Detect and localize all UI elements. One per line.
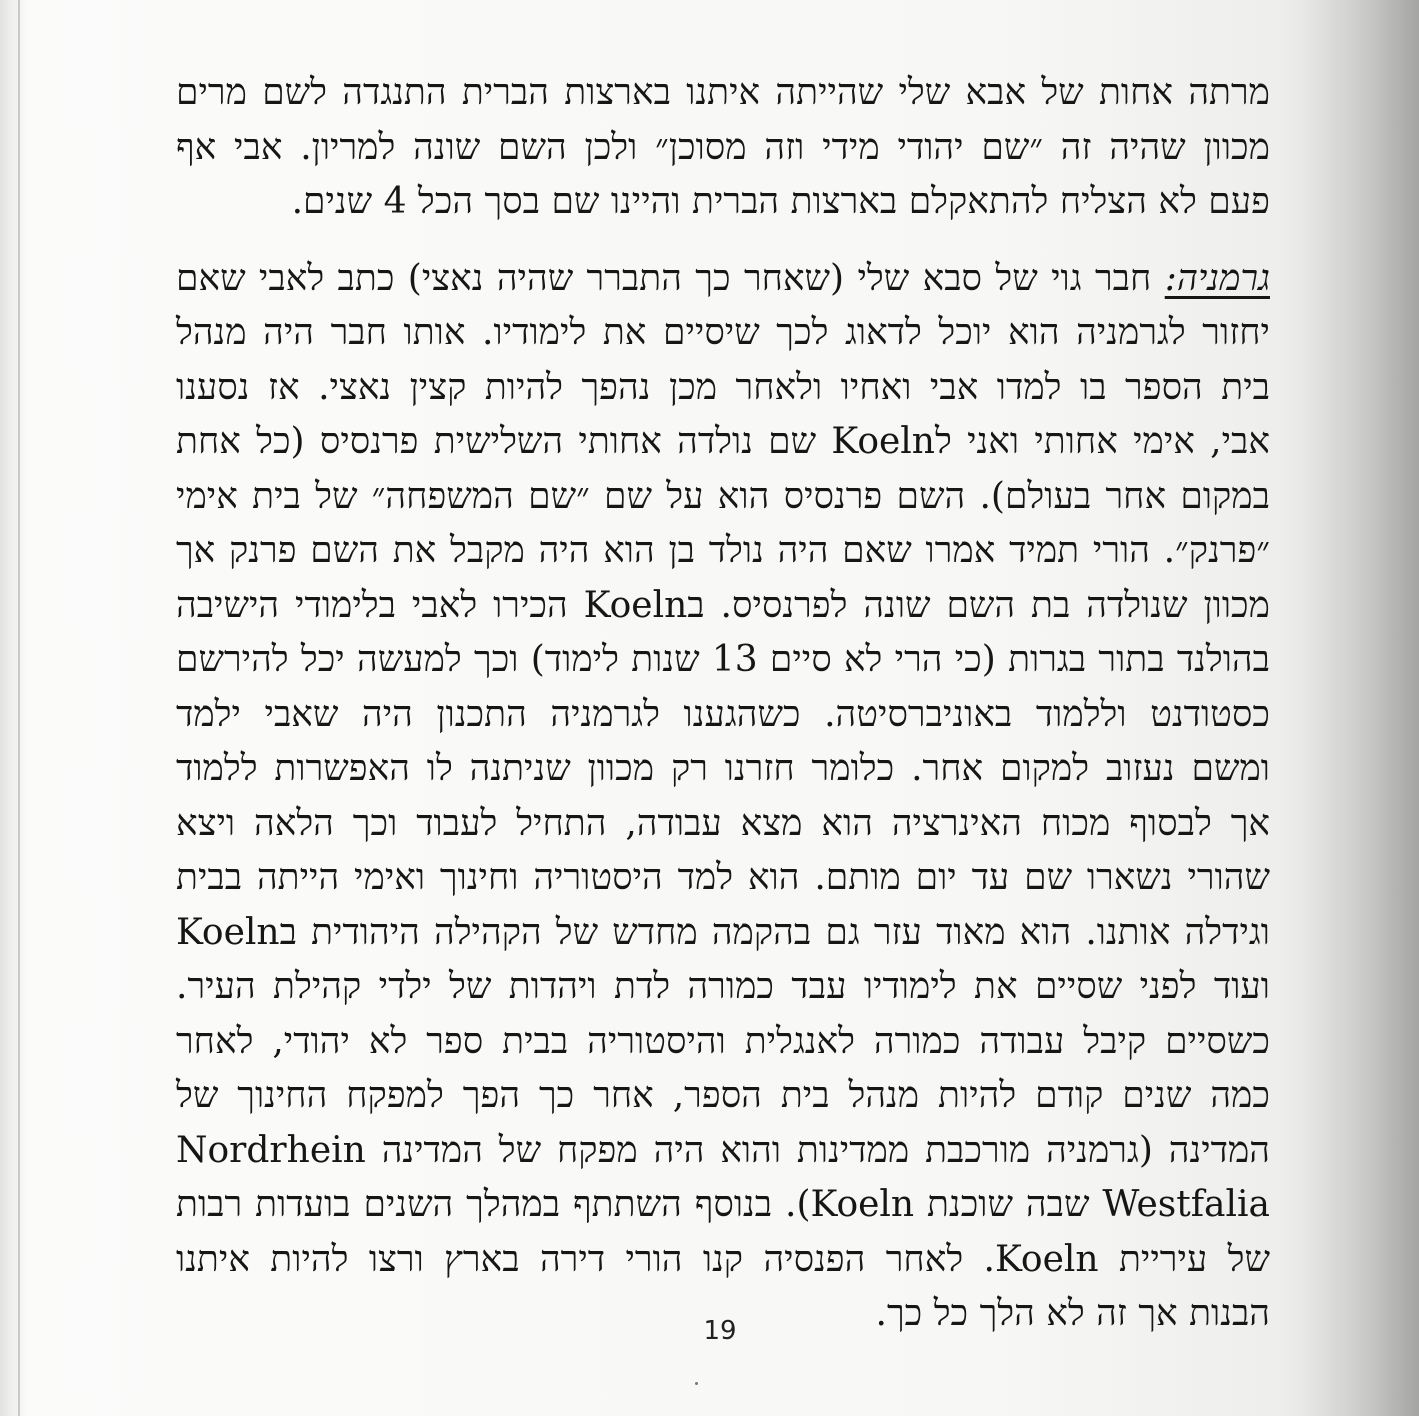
page-number: 19 bbox=[703, 1316, 737, 1346]
text-line-with-heading bbox=[176, 252, 1270, 307]
text-line: הבנות אך זה לא הלך כל כך. bbox=[875, 1293, 1270, 1334]
text-line: כמה שנים קודם להיות מנהל בית הספר, אחר כך הפך למפקח החינוך של bbox=[176, 1075, 1270, 1116]
text-line: מרתה אחות של אבא שלי שהייתה איתנו בארצות הברית התנגדה לשם מרים bbox=[176, 72, 1270, 113]
page-left-edge bbox=[0, 0, 26, 1416]
text-line: ומשם נעזוב למקום אחר. כלומר חזרנו רק מכוון שניתנה לו האפשרות ללמוד bbox=[176, 748, 1270, 789]
page-edge-line bbox=[18, 0, 20, 1416]
text-line: בהולנד בתור בגרות (כי הרי לא סיים 13 שנות לימוד) וכך למעשה יכל להירשם bbox=[176, 639, 1270, 680]
text-line: של עיריית Koeln. לאחר הפנסיה קנו הורי דירה בארץ ורצו להיות איתנו bbox=[176, 1238, 1271, 1280]
text-line: פעם לא הצליח להתאקלם בארצות הברית והיינו שם בסך הכל 4 שנים. bbox=[291, 181, 1270, 222]
scan-speck bbox=[695, 1382, 698, 1385]
text-line: יחזור לגרמניה הוא יוכל לדאוג לכך שיסיים את לימודיו. אותו חבר היה מנהל bbox=[176, 312, 1270, 353]
text-line: בית הספר בו למדו אבי ואחיו ולאחר מכן נהפך להיות קצין נאצי. אז נסענו bbox=[176, 366, 1270, 408]
binding-gutter-shadow bbox=[1299, 0, 1419, 1416]
text-line: אבי, אימי אחותי ואני לKoeln שם נולדה אחותי השלישית פרנסיס (כל אחת bbox=[176, 421, 1270, 462]
text-line: שהורי נשארו שם עד יום מותם. הוא למד היסטוריה וחינוך ואימי הייתה בבית bbox=[176, 857, 1270, 898]
text-line: ״פרנק״. הורי תמיד אמרו שאם היה נולד בן הוא היה מקבל את השם פרנק אך bbox=[176, 530, 1270, 571]
page-body-text bbox=[176, 66, 1270, 1342]
text-line: מכוון שנולדה בת השם שונה לפרנסיס. בKoeln הכירו לאבי בלימודי הישיבה bbox=[176, 584, 1270, 626]
text-line: מכוון שהיה זה ״שם יהודי מידי וזה מסוכן״ ולכן השם שונה למריון. אבי אף bbox=[176, 126, 1270, 168]
text-line: ועוד לפני שסיים את לימודיו עבד כמורה לדת ויהדות של ילדי קהילת העיר. bbox=[176, 966, 1270, 1007]
text-line: המדינה (גרמניה מורכבת ממדינות והוא היה מפקח של המדינה Nordrhein bbox=[176, 1129, 1270, 1171]
text-line: כסטודנט וללמוד באוניברסיטה. כשהגענו לגרמניה התכנון היה שאבי ילמד bbox=[176, 693, 1270, 735]
text-line: במקום אחר בעולם). השם פרנסיס הוא על שם ״שם המשפחה״ של בית אימי bbox=[176, 475, 1270, 517]
text-line: כשסיים קיבל עבודה כמורה לאנגלית והיסטוריה בבית ספר לא יהודי, לאחר bbox=[176, 1020, 1270, 1062]
first-line-text: חבר גוי של סבא שלי (שאחר כך התברר שהיה נאצי) כתב לאבי שאם bbox=[176, 257, 1165, 299]
text-line: וגידלה אותנו. הוא מאוד עזר גם בהקמה מחדש של הקהילה היהודית בKoeln bbox=[176, 911, 1270, 953]
paragraph-spacer bbox=[176, 230, 1270, 252]
section-heading-germany: גרמניה: bbox=[1164, 257, 1270, 299]
text-line: אך לבסוף מכוח האינרציה הוא מצא עבודה, התחיל לעבוד וכך הלאה ויצא bbox=[176, 802, 1270, 844]
text-line: Westfalia שבה שוכנת Koeln). בנוסף השתתף במהלך השנים בועדות רבות bbox=[176, 1184, 1270, 1225]
